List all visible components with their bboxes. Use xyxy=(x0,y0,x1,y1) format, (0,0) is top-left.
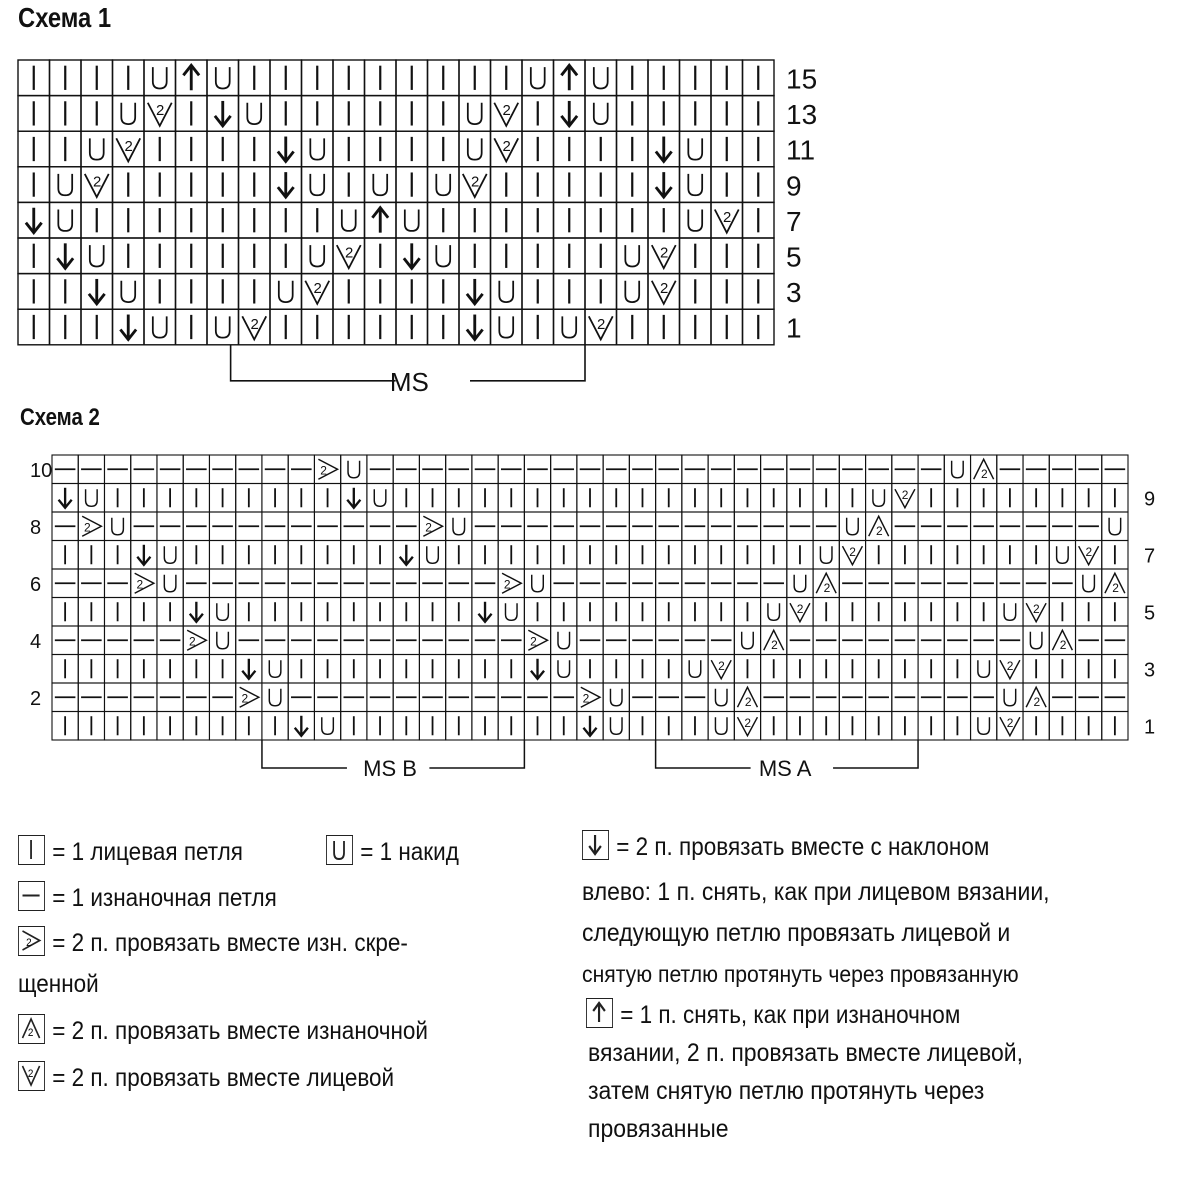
chart-cell xyxy=(419,541,445,570)
yo-symbol xyxy=(742,632,754,649)
vertical-bar-icon xyxy=(18,835,45,865)
ms-b-bracket-left xyxy=(262,740,347,768)
scheme2-row-label-left: 4 xyxy=(30,631,42,654)
yo-symbol xyxy=(610,717,622,734)
legend-p2tog-tbl xyxy=(18,926,408,958)
yo-symbol xyxy=(1083,575,1095,592)
chart-cell xyxy=(446,512,472,541)
chart-cell xyxy=(314,712,340,741)
chart-cell xyxy=(944,455,970,484)
legend-knit-text: = 1 лицевая петля xyxy=(52,838,243,866)
yo-symbol xyxy=(715,689,727,706)
scheme1-ms-label: MS xyxy=(389,366,429,397)
yo-symbol xyxy=(322,717,334,734)
scheme1-row-label: 5 xyxy=(786,241,802,273)
k2tog-digit: 2 xyxy=(1032,602,1040,617)
k2tog-digit: 2 xyxy=(250,315,259,333)
chart-cell xyxy=(367,484,393,513)
chart-cell xyxy=(551,626,577,655)
chart-cell xyxy=(603,683,629,712)
yo-symbol xyxy=(427,546,439,563)
legend-ssk-text-4: снятую петлю протянуть через провязанную xyxy=(582,961,1019,987)
legend-sk2p-text-3: затем снятую петлю протянуть через xyxy=(588,1077,985,1105)
chart-cell xyxy=(708,712,734,741)
legend-yo-text: = 1 накид xyxy=(360,838,459,866)
yo-symbol xyxy=(86,489,98,506)
chart-cell xyxy=(997,598,1023,627)
yo-symbol xyxy=(558,660,570,677)
yo-symbol xyxy=(952,461,964,478)
chart-cell xyxy=(708,683,734,712)
legend-purl-text: = 1 изнаночная петля xyxy=(52,884,277,912)
p2tog-digit: 2 xyxy=(823,580,831,595)
k2tog-digit: 2 xyxy=(901,488,909,503)
scheme2-row-label-left: 2 xyxy=(30,688,42,711)
k2tog-digit: 2 xyxy=(470,173,480,191)
yo-symbol xyxy=(374,489,386,506)
chart-cell xyxy=(262,683,288,712)
p2tog-digit: 2 xyxy=(771,637,778,652)
chart-cell xyxy=(734,626,760,655)
legend-ssk xyxy=(582,830,989,862)
yo-symbol xyxy=(715,717,727,734)
k2tog-digit: 2 xyxy=(796,602,804,617)
yo-symbol xyxy=(873,489,885,506)
ms-b-bracket-right xyxy=(429,740,524,768)
chart-cell xyxy=(498,598,524,627)
p2tog-tbl-digit: 2 xyxy=(136,577,144,592)
legend-sk2p xyxy=(586,998,960,1030)
arrow-up-icon xyxy=(586,998,613,1028)
svg-text:2: 2 xyxy=(27,1068,34,1081)
ms-a-bracket-right xyxy=(833,740,918,768)
triangle-up-icon xyxy=(18,1014,45,1044)
legend-p2tog xyxy=(18,1014,428,1046)
yo-symbol xyxy=(978,717,990,734)
legend-p2tog-tbl-cont xyxy=(18,970,99,999)
chart-cell xyxy=(997,683,1023,712)
chart-cell xyxy=(761,598,787,627)
legend-ssk-text-3: следующую петлю провязать лицевой и xyxy=(582,919,1011,947)
chart-cell xyxy=(78,484,104,513)
scheme1-title: Схема 1 xyxy=(18,2,112,33)
scheme2-row-label-right: 3 xyxy=(1144,659,1156,682)
p2tog-digit: 2 xyxy=(876,523,883,538)
scheme2-title: Схема 2 xyxy=(20,404,100,431)
yo-symbol xyxy=(348,461,360,478)
yo-symbol xyxy=(217,603,229,620)
yo-symbol xyxy=(847,518,859,535)
chart-cell xyxy=(1102,512,1128,541)
ms-b-label: MS B xyxy=(363,756,417,781)
p2tog-digit: 2 xyxy=(1033,694,1041,709)
legend-sk2p-text-1: = 1 п. снять, как при изнаночном xyxy=(620,1001,961,1029)
k2tog-digit: 2 xyxy=(744,716,751,731)
triangle-right-icon xyxy=(18,926,45,956)
chart-cell xyxy=(787,569,813,598)
k2tog-digit: 2 xyxy=(502,137,511,155)
chart-cell xyxy=(157,541,183,570)
u-icon xyxy=(326,835,353,865)
p2tog-tbl-digit: 2 xyxy=(84,520,91,535)
k2tog-digit: 2 xyxy=(722,208,732,226)
yo-symbol xyxy=(610,689,622,706)
scheme2-row-label-left: 6 xyxy=(30,574,42,597)
p2tog-tbl-digit: 2 xyxy=(320,463,327,478)
yo-symbol xyxy=(532,575,544,592)
chart-cell xyxy=(551,655,577,684)
p2tog-tbl-digit: 2 xyxy=(425,520,432,535)
chart-cell xyxy=(104,512,130,541)
chart-cell xyxy=(262,655,288,684)
k2tog-digit: 2 xyxy=(659,244,669,262)
yo-symbol xyxy=(1004,603,1016,620)
k2tog-digit: 2 xyxy=(92,173,102,191)
scheme1-row-label: 1 xyxy=(786,312,802,344)
scheme2-row-label-right: 9 xyxy=(1144,488,1156,511)
k2tog-digit: 2 xyxy=(502,102,511,120)
yo-symbol xyxy=(1057,546,1069,563)
chart-cell xyxy=(341,455,367,484)
k2tog-digit: 2 xyxy=(659,280,669,298)
scheme2-grid xyxy=(52,455,1128,740)
triangle-down-icon xyxy=(18,1061,45,1091)
yo-symbol xyxy=(768,603,780,620)
scheme1-row-label: 15 xyxy=(786,63,818,95)
yo-symbol xyxy=(164,546,176,563)
k2tog-digit: 2 xyxy=(1085,545,1093,560)
scheme1-row-label: 9 xyxy=(786,170,802,202)
yo-symbol xyxy=(112,518,124,535)
chart-cell xyxy=(839,512,865,541)
chart-cell xyxy=(971,655,997,684)
ms-a-bracket-left xyxy=(656,740,751,768)
scheme1-row-label: 11 xyxy=(786,134,816,166)
scheme2-row-label-right: 5 xyxy=(1144,602,1156,625)
legend-knit xyxy=(18,835,243,867)
chart-cell xyxy=(866,484,892,513)
chart-cell xyxy=(1023,626,1049,655)
yo-symbol xyxy=(453,518,465,535)
k2tog-digit: 2 xyxy=(596,315,606,333)
p2tog-tbl-digit: 2 xyxy=(188,634,196,649)
k2tog-digit: 2 xyxy=(1006,716,1014,731)
yo-symbol xyxy=(164,575,176,592)
chart-cell xyxy=(524,569,550,598)
p2tog-digit: 2 xyxy=(744,694,752,709)
svg-text:2: 2 xyxy=(27,1027,34,1040)
chart-cell xyxy=(813,541,839,570)
k2tog-digit: 2 xyxy=(1006,659,1014,674)
p2tog-tbl-digit: 2 xyxy=(582,691,590,706)
yo-symbol xyxy=(505,603,517,620)
chart-cell xyxy=(157,569,183,598)
yo-symbol xyxy=(269,689,281,706)
arrow-down-icon xyxy=(582,830,609,860)
k2tog-digit: 2 xyxy=(124,137,133,155)
yo-symbol xyxy=(1030,632,1042,649)
p2tog-tbl-digit: 2 xyxy=(241,691,249,706)
yo-symbol xyxy=(269,660,281,677)
svg-text:2: 2 xyxy=(26,937,32,950)
p2tog-digit: 2 xyxy=(1059,637,1067,652)
legend-ssk-desc xyxy=(582,872,1125,995)
yo-symbol xyxy=(558,632,570,649)
legend-p2tog-tbl-text-1: = 2 п. провязать вместе изн. скре- xyxy=(52,929,408,957)
k2tog-digit: 2 xyxy=(313,280,322,298)
legend-ssk-text-1: = 2 п. провязать вместе с наклоном xyxy=(616,833,990,861)
yo-symbol xyxy=(689,660,701,677)
chart-cell xyxy=(971,712,997,741)
dash-icon xyxy=(18,881,45,911)
yo-symbol xyxy=(217,632,229,649)
k2tog-digit: 2 xyxy=(849,545,856,560)
legend-sk2p-text-4: провязанные xyxy=(588,1115,729,1143)
chart-cell xyxy=(209,626,235,655)
scheme2-row-label-left: 8 xyxy=(30,517,42,540)
legend-p2tog-tbl-text-2: щенной xyxy=(18,970,99,998)
legend-p2tog-text: = 2 п. провязать вместе изнаночной xyxy=(52,1017,429,1045)
chart-cell xyxy=(209,598,235,627)
p2tog-digit: 2 xyxy=(1112,580,1119,595)
legend-ssk-text-2: влево: 1 п. снять, как при лицевом вязании, xyxy=(582,878,1050,906)
p2tog-digit: 2 xyxy=(981,466,988,481)
yo-symbol xyxy=(1004,689,1016,706)
scheme2-row-label-right: 1 xyxy=(1144,716,1156,739)
yo-symbol xyxy=(820,546,832,563)
k2tog-digit: 2 xyxy=(155,102,165,120)
legend-k2tog-text: = 2 п. провязать вместе лицевой xyxy=(52,1064,395,1092)
legend-yo xyxy=(326,835,459,867)
yo-symbol xyxy=(794,575,806,592)
legend-purl xyxy=(18,881,277,913)
chart-cell xyxy=(603,712,629,741)
legend-k2tog xyxy=(18,1061,394,1093)
k2tog-digit: 2 xyxy=(344,244,354,262)
legend-sk2p-text-2: вязании, 2 п. провязать вместе лицевой, xyxy=(588,1039,1024,1067)
k2tog-digit: 2 xyxy=(718,659,725,674)
chart-cell xyxy=(1076,569,1102,598)
chart-cell xyxy=(682,655,708,684)
yo-symbol xyxy=(978,660,990,677)
scheme2-row-label-left: 10 xyxy=(30,460,53,483)
scheme1-row-label: 7 xyxy=(786,205,802,237)
p2tog-tbl-digit: 2 xyxy=(503,577,511,592)
scheme1-row-label: 13 xyxy=(786,99,818,131)
scheme1-row-label: 3 xyxy=(786,277,802,309)
yo-symbol xyxy=(1109,518,1121,535)
scheme2-row-label-right: 7 xyxy=(1144,545,1156,568)
chart-cell xyxy=(1049,541,1075,570)
p2tog-tbl-digit: 2 xyxy=(530,634,537,649)
legend-sk2p-desc xyxy=(588,1034,1131,1148)
ms-a-label: MS A xyxy=(758,756,812,781)
